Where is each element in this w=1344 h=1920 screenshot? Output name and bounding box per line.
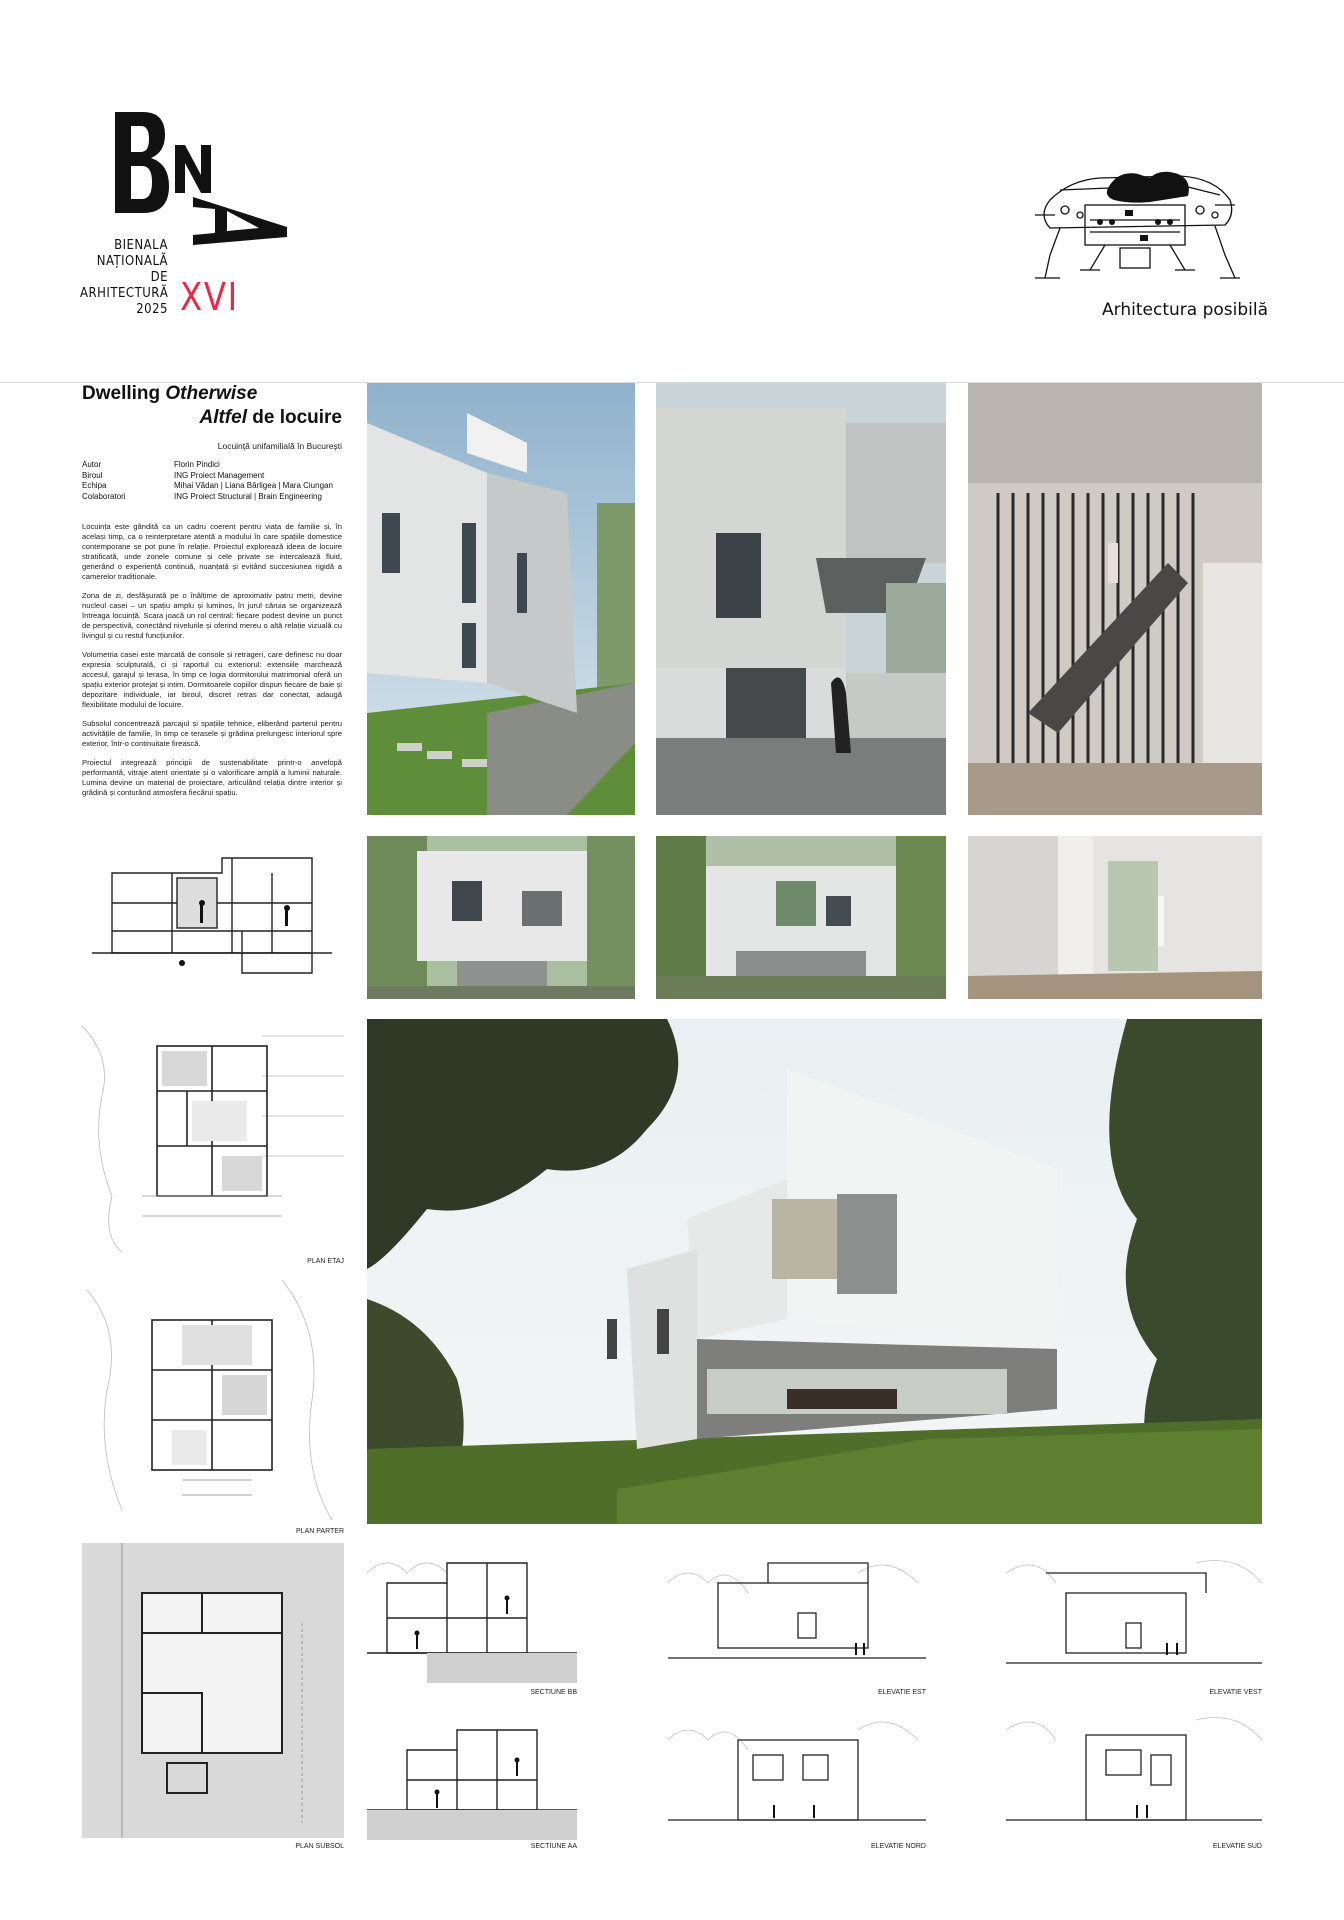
section-aa-drawing <box>367 1700 577 1840</box>
label-sectiune-aa: SECTIUNE AA <box>530 1843 577 1850</box>
description-paragraph: Proiectul integrează principii de sustenabilitate printr-o anvelopă performantă, vitraje atent orientate și o valorificare amplă a luminii naturale. Lumina devine un material de proiectare, articulând relația dintre interior și grădină și conturând atmosfera fiecărui spațiu. <box>82 758 342 797</box>
photo-house-facade-front <box>367 836 635 999</box>
credit-row <box>82 481 342 492</box>
title-english <box>82 383 257 405</box>
credit-row <box>82 471 342 482</box>
photo-house-corner-view <box>367 383 635 815</box>
label-plan-parter: PLAN PARTER <box>296 1528 344 1535</box>
plan-upper-floor-drawing <box>82 1016 344 1252</box>
photo-hero-exterior <box>367 1019 1262 1524</box>
logo-line: DE <box>150 270 168 285</box>
credit-value: Florin Pindici <box>174 460 220 469</box>
label-sectiune-bb: SECTIUNE BB <box>530 1689 577 1696</box>
photo-interior-staircase <box>968 383 1262 815</box>
description-paragraph: Locuința este gândită ca un cadru coerent pentru viața de familie și, în același timp, ca o reinterpretare atentă a modului în care spațiile domestice contemporane se pot pune în relație. Proiectul explorează ideea de locuire stratificată, unde zonele comune și cele private se intercalează fluid, generând o experiență continuă, nuanțată și evitând succesiunea rigidă a camerelor tradiționale. <box>82 522 342 581</box>
credit-row <box>82 492 342 503</box>
project-subtitle: Locuință unifamilială în București <box>217 441 342 451</box>
project-description <box>82 522 342 807</box>
title-en-italic: Otherwise <box>165 383 258 404</box>
credit-value: ING Proiect Management <box>174 470 265 480</box>
credit-label: Echipa <box>82 481 107 490</box>
elevation-west-drawing <box>1006 1543 1262 1683</box>
label-elevatie-est: ELEVATIE EST <box>878 1689 926 1696</box>
plan-basement-drawing <box>82 1543 344 1838</box>
label-plan-subsol: PLAN SUBSOL <box>295 1843 344 1850</box>
credit-value: Mihai Vădan | Liana Bârligea | Mara Ciungan <box>174 481 333 490</box>
plan-ground-floor-drawing <box>82 1270 344 1522</box>
credit-row <box>82 460 342 471</box>
label-elevatie-vest: ELEVATIE VEST <box>1209 1689 1262 1696</box>
photo-house-garage-front <box>656 383 946 815</box>
description-paragraph: Zona de zi, desfășurată pe o înălțime de aproximativ patru metri, devine nucleul casei – un spațiu amplu și luminos, în jurul căruia se organizează întreaga locuință. Scara joacă un rol central: fiecare podest devine un punct de perspectivă, conectând nivelurile și oferind mereu o altă relație vizuală cu livingul și cu restul funcțiunilor. <box>82 591 342 640</box>
label-elevatie-nord: ELEVATIE NORD <box>871 1843 926 1850</box>
title-en-plain: Dwelling <box>82 383 166 404</box>
description-paragraph: Volumetria casei este marcată de console și retrageri, care definesc nu doar expresia sculpturală, ci și raportul cu exteriorul: extensiile marchează accesul, garajul și terasa, în timp ce logia dormitorului matrimonial oferă un spațiu exterior protejat și intim. Dormitoarele copiilor dispun fiecare de baie și depozitare individuale, iar biroul, discret retras dar conectat, adaugă flexibilitate modului de locuire. <box>82 650 342 709</box>
edition-number: XVI <box>180 275 239 319</box>
photo-interior-window <box>968 836 1262 999</box>
photo-house-rear-view <box>656 836 946 999</box>
logo-line: ARHITECTURĂ <box>80 286 169 301</box>
elevation-north-drawing <box>668 1700 926 1840</box>
section-drawing-small <box>82 843 344 978</box>
credit-value: ING Proiect Structural | Brain Engineering <box>174 491 322 501</box>
title-romanian <box>82 407 342 429</box>
logo-line: BIENALA <box>114 238 168 253</box>
elevation-south-drawing <box>1006 1700 1262 1840</box>
bna-logo-text <box>80 238 168 318</box>
credit-label: Colaboratori <box>82 491 126 501</box>
elevation-east-drawing <box>668 1543 926 1683</box>
credits-list <box>82 460 342 502</box>
title-ro-italic: Altfel <box>199 407 247 428</box>
credit-label: Autor <box>82 460 102 469</box>
bna-logo-mark <box>113 110 173 215</box>
bna-logo-na <box>175 145 287 245</box>
robot-illustration <box>1030 160 1240 290</box>
logo-line: 2025 <box>136 302 168 317</box>
title-ro-plain: de locuire <box>246 407 342 428</box>
section-bb-drawing <box>367 1543 577 1683</box>
tagline: Arhitectura posibilă <box>1102 300 1268 320</box>
description-paragraph: Subsolul concentrează parcajul și spațiile tehnice, eliberând parterul pentru activitățile de familie, în timp ce terasele și grădina prelungesc interiorul spre exterior, într-o continuitate firească. <box>82 719 342 748</box>
logo-line: NAȚIONALĂ <box>96 254 168 269</box>
label-plan-etaj: PLAN ETAJ <box>307 1258 344 1265</box>
label-elevatie-sud: ELEVATIE SUD <box>1212 1843 1262 1850</box>
credit-label: Biroul <box>82 470 103 480</box>
